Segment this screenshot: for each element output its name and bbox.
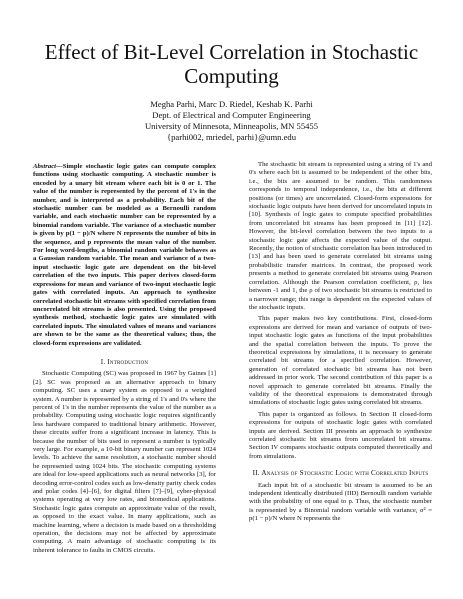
author-university: University of Minnesota, Minneapolis, MN 55455 — [144, 121, 319, 131]
left-column — [33, 163, 216, 558]
right-column — [249, 161, 432, 527]
abstract — [33, 163, 216, 348]
author-emails: {parhi002, mriedel, parhi}@umn.edu — [166, 132, 297, 142]
section-heading-analysis: II. Analysis of Stochastic Logic with Correlated Inputs — [252, 469, 429, 478]
paragraph: Stochastic Computing (SC) was proposed in 1967 by Gaines [1] [2]. SC was proposed as an alternative approach to binary computing. SC uses a unary system as opposed to a weighted system. A number is represented by a string of 1's and 0's where the percent of 1's in the number represents the value of the number as a probability. Computing using stochastic logic requires significantly less hardware compared to traditional binary arithmetic. However, these circuits suffer from a significant increase in latency. This is because the number of bits used to represent a number is typically very large. For example, a 10-bit binary number can represent 1024 levels. To achieve the same resolution, a stochastic number should be represented using 1024 bits. The stochastic computing systems are ideal for low-speed applications such as neural networks [3], for decoding error-control codes such as low-density parity check codes and polar codes [4]–[6], for digital filters [7]–[9], cyber-physical systems operating at very low rates, and biomedical applications. Stochastic logic gates compute an approximate value of the result, as opposed to the exact value. In many applications, such as machine learning, where a decision is made based on a thresholding operation, the decisions may not be affected by approximate computing. A main advantage of stochastic computing is its inherent tolerance to faults in CMOS circuits. — [33, 370, 216, 554]
paragraph: This paper is organized as follows. In Section II closed-form expressions for outputs of stochastic logic gates with correlated inputs are derived. Section III presents an approach to synthesize correlated stochastic bit streams from uncorrelated bit streams. Section IV compares stochastic outputs computed theoretically and from simulations. — [249, 410, 432, 460]
paragraph: Each input bit of a stochastic bit stream is assumed to be an independent identically distributed (IID) Bernoulli random variable with the probability of one equal to p. Thus, the stochastic number is represented by a Binomial random variable with variance, σ² = p(1 − p)/N where N represents the — [249, 481, 432, 523]
paragraph: The stochastic bit stream is represented using a string of 1's and 0's where each bit is assumed to be independent of the other bits, i.e., the bits are assumed to be random. This randomness corresponds to temporal independence, i.e., the bits at different positions (or times) are uncorrelated. Closed-form expressions for stochastic logic outputs have been derived for uncorrelated inputs in [10]. Synthesis of logic gates to compute specified probabilities from uncorrelated bit streams has been proposed in [11] [12]. However, the bit-level correlation between the two inputs to a stochastic logic gate affects the expected value of the output. Recently, the notion of stochastic correlation has been introduced in [13] and has been used to generate correlated bit streams using probabilistic transfer matrices. In contrast, the proposed work presents a method to generate correlated bit streams using Pearson correlation. Although the Pearson correlation coefficient, ρ, lies between -1 and 1, the ρ of two stochastic bit streams is restricted to a narrower range; this range is dependent on the expected values of the stochastic inputs. — [249, 161, 432, 311]
paragraph: This paper makes two key contributions. First, closed-form expressions are derived for mean and variance of outputs of two-input stochastic logic gates as functions of the input probabilities and the spatial correlation between the inputs. To prove the theoretical expressions by simulations, it is necessary to generate correlated bit streams for a specified correlation. However, generation of correlated stochastic bit streams has not been addressed in prior work. The second contribution of this paper is a novel approach to generate correlated bit streams. Finally the validity of the theoretical expressions is demonstrated through simulations of stochastic logic gates using correlated bit streams. — [249, 315, 432, 407]
abstract-label: Abstract — [33, 163, 57, 170]
section-heading-introduction: I. Introduction — [100, 357, 149, 366]
author-block — [0, 99, 463, 143]
author-department: Dept. of Electrical and Computer Engineering — [152, 110, 311, 120]
author-names: Megha Parhi, Marc D. Riedel, Keshab K. Parhi — [150, 99, 313, 109]
abstract-text: —Simple stochastic logic gates can compute complex functions using stochastic computing. A stochastic number is encoded by a unary bit stream where each bit is 0 or 1. The value of the number is represented by the percent of 1's in the number, and is interpreted as a probability. Each bit of the stochastic number can be modeled as a Bernoulli random variable, and each stochastic number can be represented by a binomial random variable. The variance of a stochastic number is given by p(1 − p)/N where N represents the number of bits in the sequence, and p represents the mean value of the number. For long word-lengths, a binomial random variable behaves as a Gaussian random variable. The mean and variance of a two-input stochastic logic gate are dependent on the bit-level correlation of the two inputs. This paper derives closed-form expressions for mean and variance of two-input stochastic logic gates with correlated inputs. An approach to synthesize correlated stochastic bit streams with specified correlation from uncorrelated bit streams is also presented. Using the proposed synthesis method, stochastic logic gates are simulated with correlated inputs. The simulated values of means and variances are shown to be the same as the theoretical values; thus, the closed-form expressions are validated. — [33, 163, 216, 347]
paper-title: Effect of Bit-Level Correlation in Stochastic Computing — [44, 40, 419, 88]
